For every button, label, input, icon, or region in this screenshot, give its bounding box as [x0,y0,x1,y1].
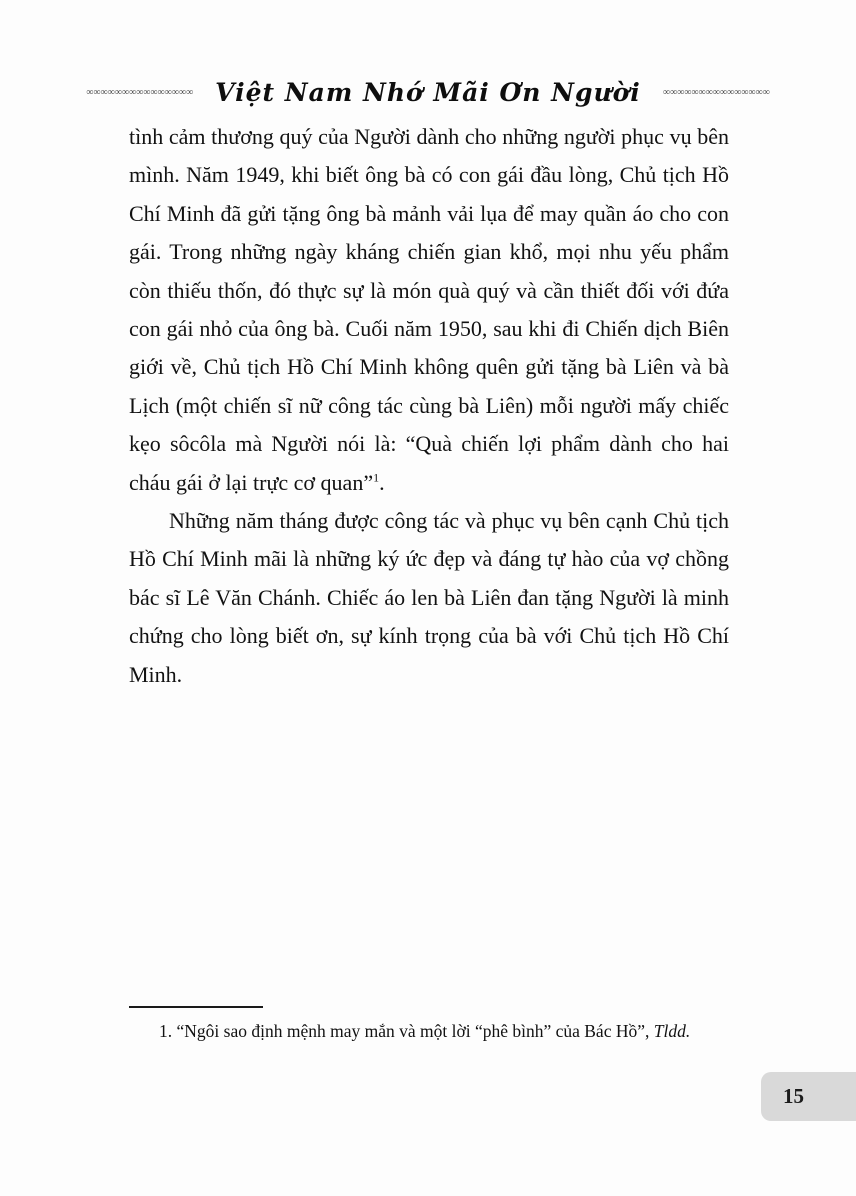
paragraph-1-text: tình cảm thương quý của Người dành cho những người phục vụ bên mình. Năm 1949, khi biết ông bà có con gái đầu lòng, Chủ tịch Hồ Chí Minh đã gửi tặng ông bà mảnh vải lụa để may quần áo cho con gái. Trong những ngày kháng chiến gian khổ, mọi nhu yếu phẩm còn thiếu thốn, đó thực sự là món quà quý và cần thiết đối với đứa con gái nhỏ của ông bà. Cuối năm 1950, sau khi đi Chiến dịch Biên giới về, Chủ tịch Hồ Chí Minh không quên gửi tặng bà Liên và bà Lịch (một chiến sĩ nữ công tác cùng bà Liên) mỗi người mấy chiếc kẹo sôcôla mà Người nói là: “Quà chiến lợi phẩm dành cho hai cháu gái ở lại trực cơ quan” [129,124,729,495]
running-title: Việt Nam Nhớ Mãi Ơn Người [215,78,641,107]
page-number-badge [761,1072,856,1121]
footnote-section [129,1006,729,1045]
footnote-text [129,1019,729,1045]
chain-ornament-left-icon: ∞∞∞∞∞∞∞∞∞∞∞∞∞∞∞ [86,86,194,98]
paragraph-2: Những năm tháng được công tác và phục vụ bên cạnh Chủ tịch Hồ Chí Minh mãi là những ký ức đẹp và đáng tự hào của vợ chồng bác sĩ Lê Văn Chánh. Chiếc áo len bà Liên đan tặng Người là minh chứng cho lòng biết ơn, sự kính trọng của bà với Chủ tịch Hồ Chí Minh. [129,508,729,687]
footnote-divider [129,1006,263,1008]
paragraph-1 [129,118,729,502]
footnote-source: Tldd. [653,1021,691,1041]
page-header [0,78,856,107]
footnote-body: 1. “Ngôi sao định mệnh may mắn và một lời “phê bình” của Bác Hồ”, [159,1021,654,1041]
footnote-reference: 1 [373,470,380,485]
chain-ornament-right-icon: ∞∞∞∞∞∞∞∞∞∞∞∞∞∞∞ [662,86,770,98]
paragraph-1-end: . [379,469,385,495]
body-text [129,118,729,694]
page-number: 15 [783,1084,804,1108]
